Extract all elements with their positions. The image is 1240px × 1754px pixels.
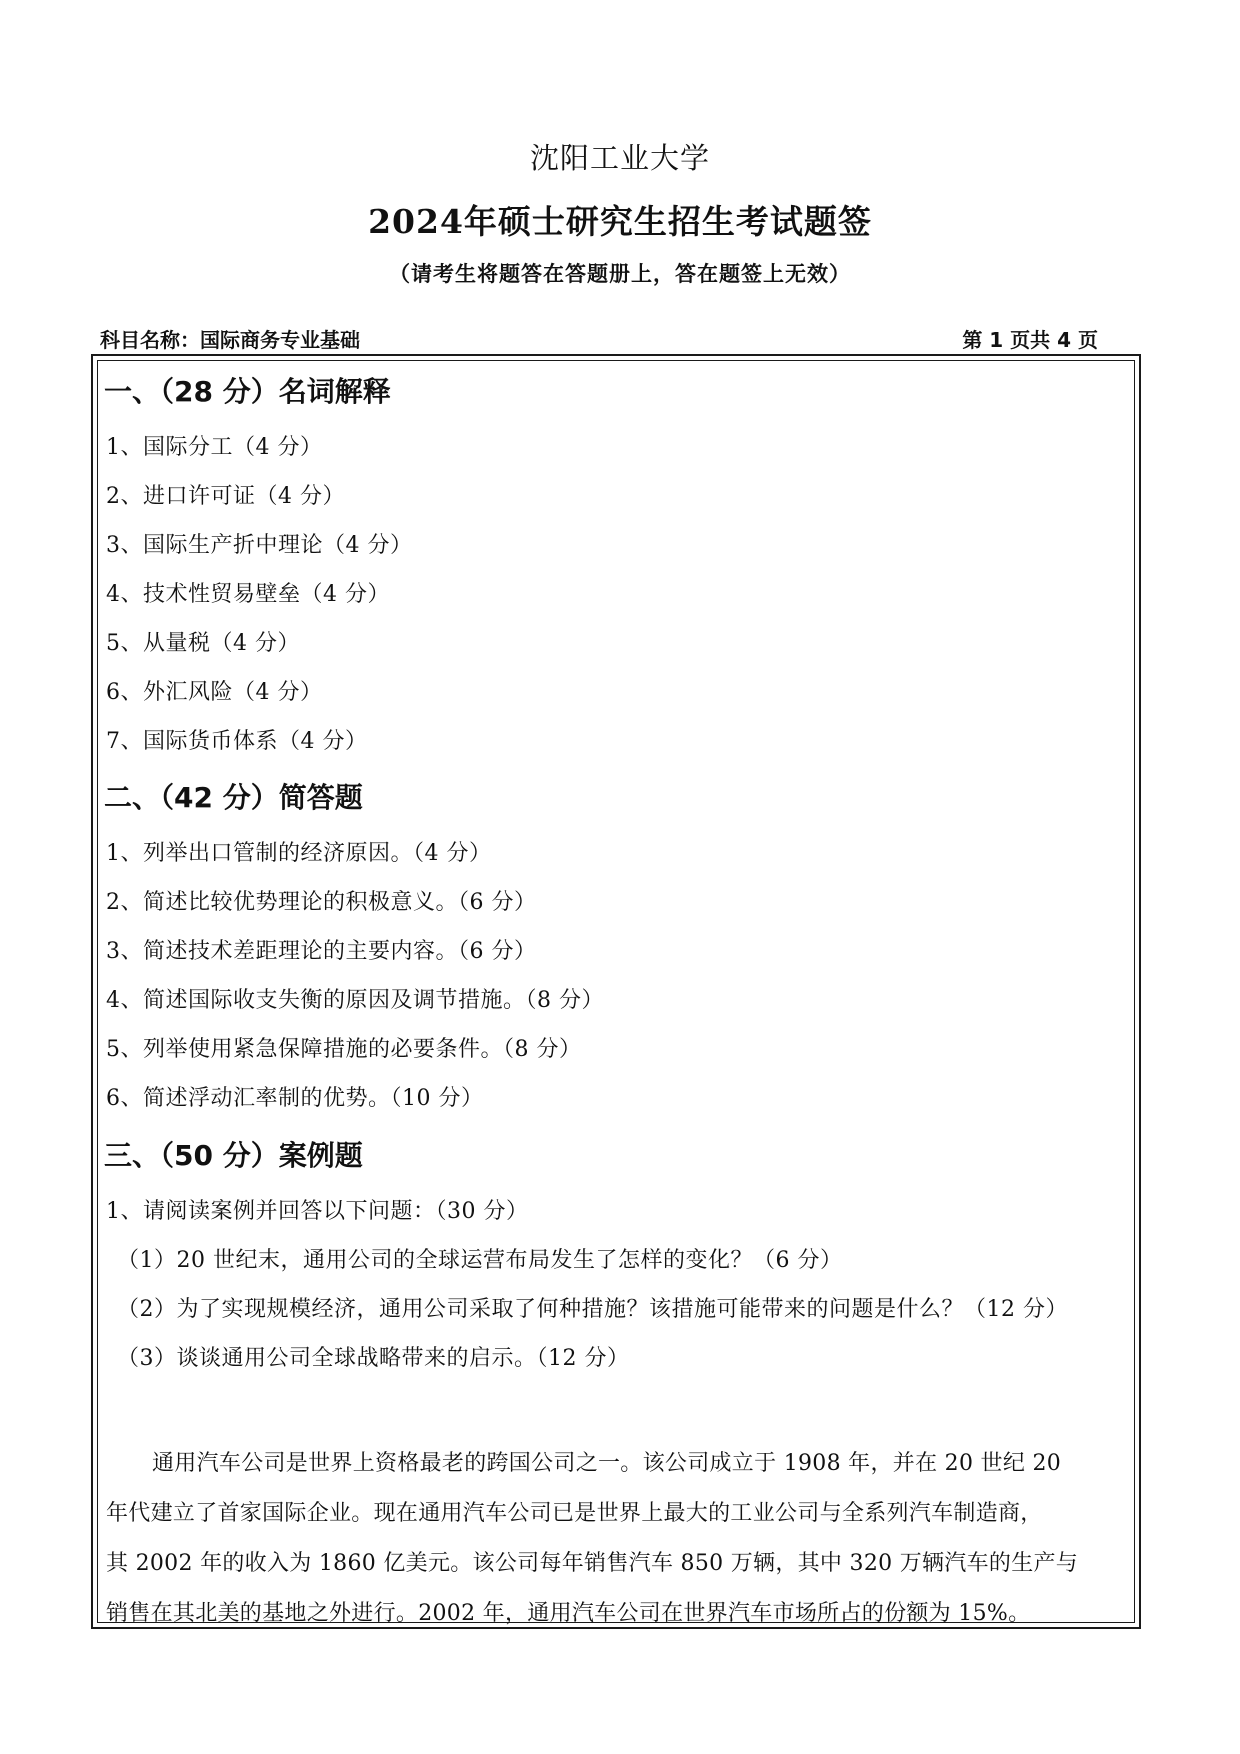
section-3-heading: 三、（50 分）案例题	[104, 1139, 363, 1172]
exam-notice: （请考生将题答在答题册上，答在题签上无效）	[389, 262, 851, 286]
section-2-item: 5、列举使用紧急保障措施的必要条件。（8 分）	[106, 1037, 582, 1062]
page-number: 第 1 页共 4 页	[962, 328, 1098, 352]
case-paragraph-line: 其 2002 年的收入为 1860 亿美元。该公司每年销售汽车 850 万辆，其中 320 万辆汽车的生产与	[106, 1551, 1079, 1576]
section-1-item: 1、国际分工（4 分）	[106, 435, 323, 460]
section-2-item: 4、简述国际收支失衡的原因及调节措施。（8 分）	[106, 988, 604, 1013]
section-1-item: 5、从量税（4 分）	[106, 631, 300, 656]
section-2-heading: 二、（42 分）简答题	[104, 781, 363, 814]
section-1-item: 2、进口许可证（4 分）	[106, 484, 345, 509]
section-1-heading: 一、（28 分）名词解释	[104, 375, 391, 408]
section-2-item: 2、简述比较优势理论的积极意义。（6 分）	[106, 890, 537, 915]
case-paragraph-line: 销售在其北美的基地之外进行。2002 年，通用汽车公司在世界汽车市场所占的份额为 15%。	[106, 1601, 1031, 1626]
section-3-item: 1、请阅读案例并回答以下问题：（30 分）	[106, 1199, 529, 1224]
section-1-item: 6、外汇风险（4 分）	[106, 680, 323, 705]
case-paragraph-line: 年代建立了首家国际企业。现在通用汽车公司已是世界上最大的工业公司与全系列汽车制造商，	[106, 1501, 1043, 1526]
subject-name: 科目名称：国际商务专业基础	[100, 328, 360, 352]
exam-title: 2024年硕士研究生招生考试题签	[368, 202, 872, 241]
section-1-item: 4、技术性贸易壁垒（4 分）	[106, 582, 390, 607]
section-3-subitem: （2）为了实现规模经济，通用公司采取了何种措施？该措施可能带来的问题是什么？（12 分）	[117, 1297, 1068, 1322]
section-3-subitem: （1）20 世纪末，通用公司的全球运营布局发生了怎样的变化？（6 分）	[117, 1248, 843, 1273]
case-paragraph-line: 通用汽车公司是世界上资格最老的跨国公司之一。该公司成立于 1908 年，并在 20 世纪 20	[152, 1451, 1062, 1476]
section-1-item: 7、国际货币体系（4 分）	[106, 729, 368, 754]
school-name: 沈阳工业大学	[529, 141, 710, 175]
section-2-item: 1、列举出口管制的经济原因。（4 分）	[106, 841, 492, 866]
section-2-item: 3、简述技术差距理论的主要内容。（6 分）	[106, 939, 537, 964]
section-1-item: 3、国际生产折中理论（4 分）	[106, 533, 413, 558]
section-2-item: 6、简述浮动汇率制的优势。（10 分）	[106, 1086, 484, 1111]
section-3-subitem: （3）谈谈通用公司全球战略带来的启示。（12 分）	[117, 1346, 630, 1371]
